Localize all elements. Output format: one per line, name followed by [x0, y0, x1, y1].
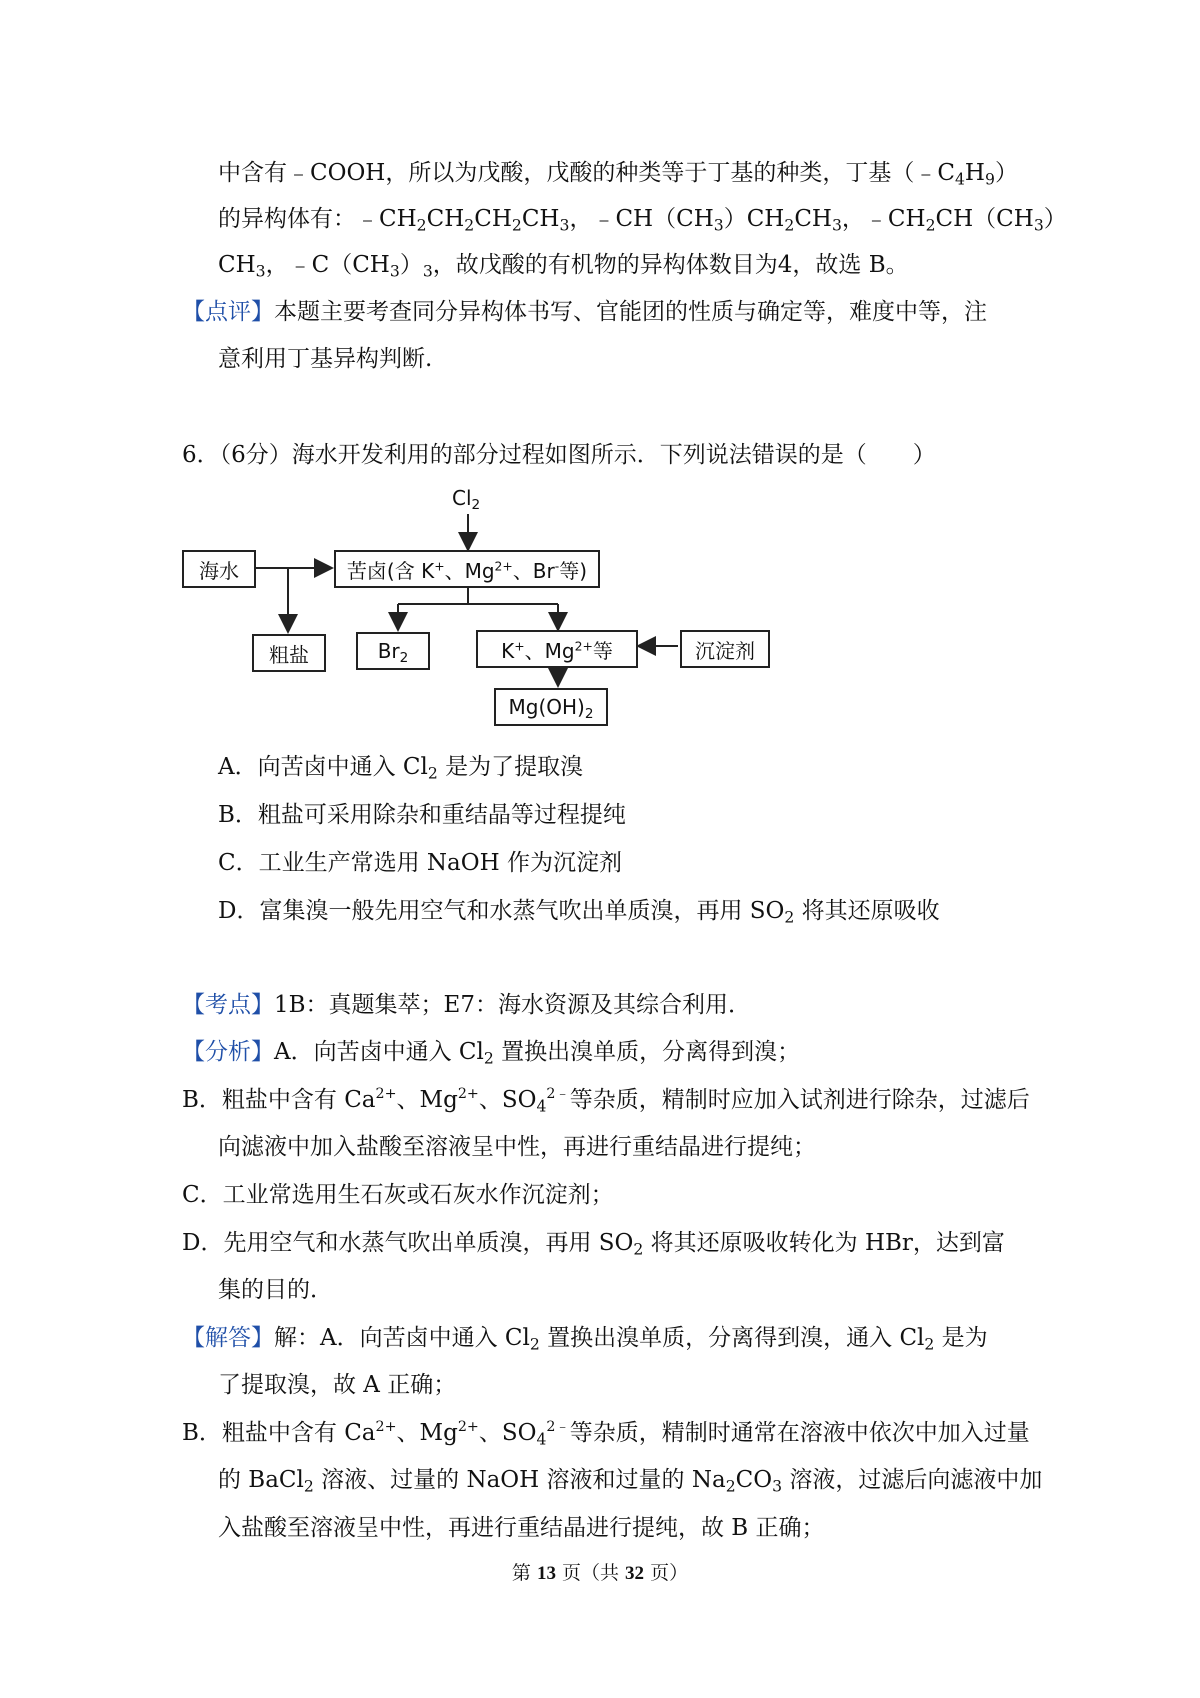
jieda-b-line-3: 入盐酸至溶液呈中性，再进行重结晶进行提纯，故 B 正确；: [218, 1515, 825, 1541]
jieda-b-line-1: B．粗盐中含有 $Ca^{2+}$、$Mg^{2+}$、$SO_4^{2﹣}$等杂质，精制时通常在溶液中依次中加入过量: [182, 1419, 1030, 1449]
page-footer: 第 13 页（共 32 页）: [511, 1562, 689, 1584]
jieda-tag: 【解答】: [182, 1325, 274, 1351]
option-d: D．富集溴一般先用空气和水蒸气吹出单质溴，再用 $SO_2$ 将其还原吸收: [218, 898, 940, 927]
kaodian-tag: 【考点】: [182, 992, 274, 1018]
fenxi-b-line-1: B．粗盐中含有 $Ca^{2+}$、$Mg^{2+}$、$SO_4^{2﹣}$等杂质，精制时应加入试剂进行除杂，过滤后: [182, 1086, 1030, 1116]
text-line-1: 中含有﹣COOH，所以为戊酸，戊酸的种类等于丁基的种类，丁基$(﹣C_4H_9)$: [218, 160, 1018, 189]
text-line-3: $CH_3$，$﹣C(CH_3)_3$，故戊酸的有机物的异构体数目为4，故选 B。: [218, 252, 909, 281]
cl2-label: $Cl_2$: [452, 486, 481, 513]
br2-box: $Br_2$: [356, 632, 430, 670]
jieda-a-line-2: 了提取溴，故 A 正确；: [218, 1372, 457, 1398]
option-c: C．工业生产常选用 NaOH 作为沉淀剂: [218, 850, 622, 876]
fenxi-c-line: C．工业常选用生石灰或石灰水作沉淀剂；: [182, 1182, 614, 1208]
comment-line-2: 意利用丁基异构判断.: [218, 346, 433, 372]
text-line-2: 的异构体有：$﹣CH_2CH_2CH_2CH_3$，$﹣CH(CH_3)CH_2CH_3$，$﹣CH_2CH(CH_3)$: [218, 206, 1067, 235]
comment-tag: 【点评】: [182, 299, 274, 325]
fenxi-line: 【分析】A．向苦卤中通入 $Cl_2$ 置换出溴单质，分离得到溴；: [182, 1039, 801, 1068]
page-number: 13: [536, 1563, 556, 1584]
fenxi-d-line-1: D．先用空气和水蒸气吹出单质溴，再用 $SO_2$ 将其还原吸收转化为 HBr，达到富: [182, 1230, 1005, 1259]
page-total: 32: [625, 1563, 645, 1584]
fenxi-tag: 【分析】: [182, 1039, 274, 1065]
jieda-line: 【解答】解：A．向苦卤中通入 $Cl_2$ 置换出溴单质，分离得到溴，通入 $Cl_2$ 是为: [182, 1325, 988, 1354]
flow-diagram: [180, 486, 780, 732]
fenxi-b-line-2: 向滤液中加入盐酸至溶液呈中性，再进行重结晶进行提纯；: [218, 1134, 816, 1160]
flow-arrows: [180, 486, 780, 732]
crude-salt-box: 粗盐: [252, 634, 326, 672]
option-b: B．粗盐可采用除杂和重结晶等过程提纯: [218, 802, 626, 828]
seawater-box: 海水: [182, 550, 256, 588]
option-a: A．向苦卤中通入 $Cl_2$ 是为了提取溴: [218, 754, 584, 783]
k-mg-box: K+、$Mg^{2+}$等: [476, 630, 638, 668]
question-6: 6．（6分）海水开发利用的部分过程如图所示．下列说法错误的是（ ）: [182, 442, 936, 468]
brine-box: 苦卤(含 K+、$Mg^{2+}$、Br-等): [334, 550, 600, 588]
precipitant-box: 沉淀剂: [680, 630, 770, 668]
mgoh2-box: $Mg(OH)_2$: [494, 688, 608, 726]
fenxi-d-line-2: 集的目的．: [218, 1277, 333, 1303]
comment-line: 【点评】本题主要考查同分异构体书写、官能团的性质与确定等，难度中等，注: [182, 299, 987, 325]
kaodian-line: 【考点】1B：真题集萃；E7：海水资源及其综合利用．: [182, 992, 751, 1018]
jieda-b-line-2: 的 BaCl$_2$ 溶液、过量的 NaOH 溶液和过量的 $Na_2CO_3$ 溶液，过滤后向滤液中加: [218, 1467, 1043, 1496]
